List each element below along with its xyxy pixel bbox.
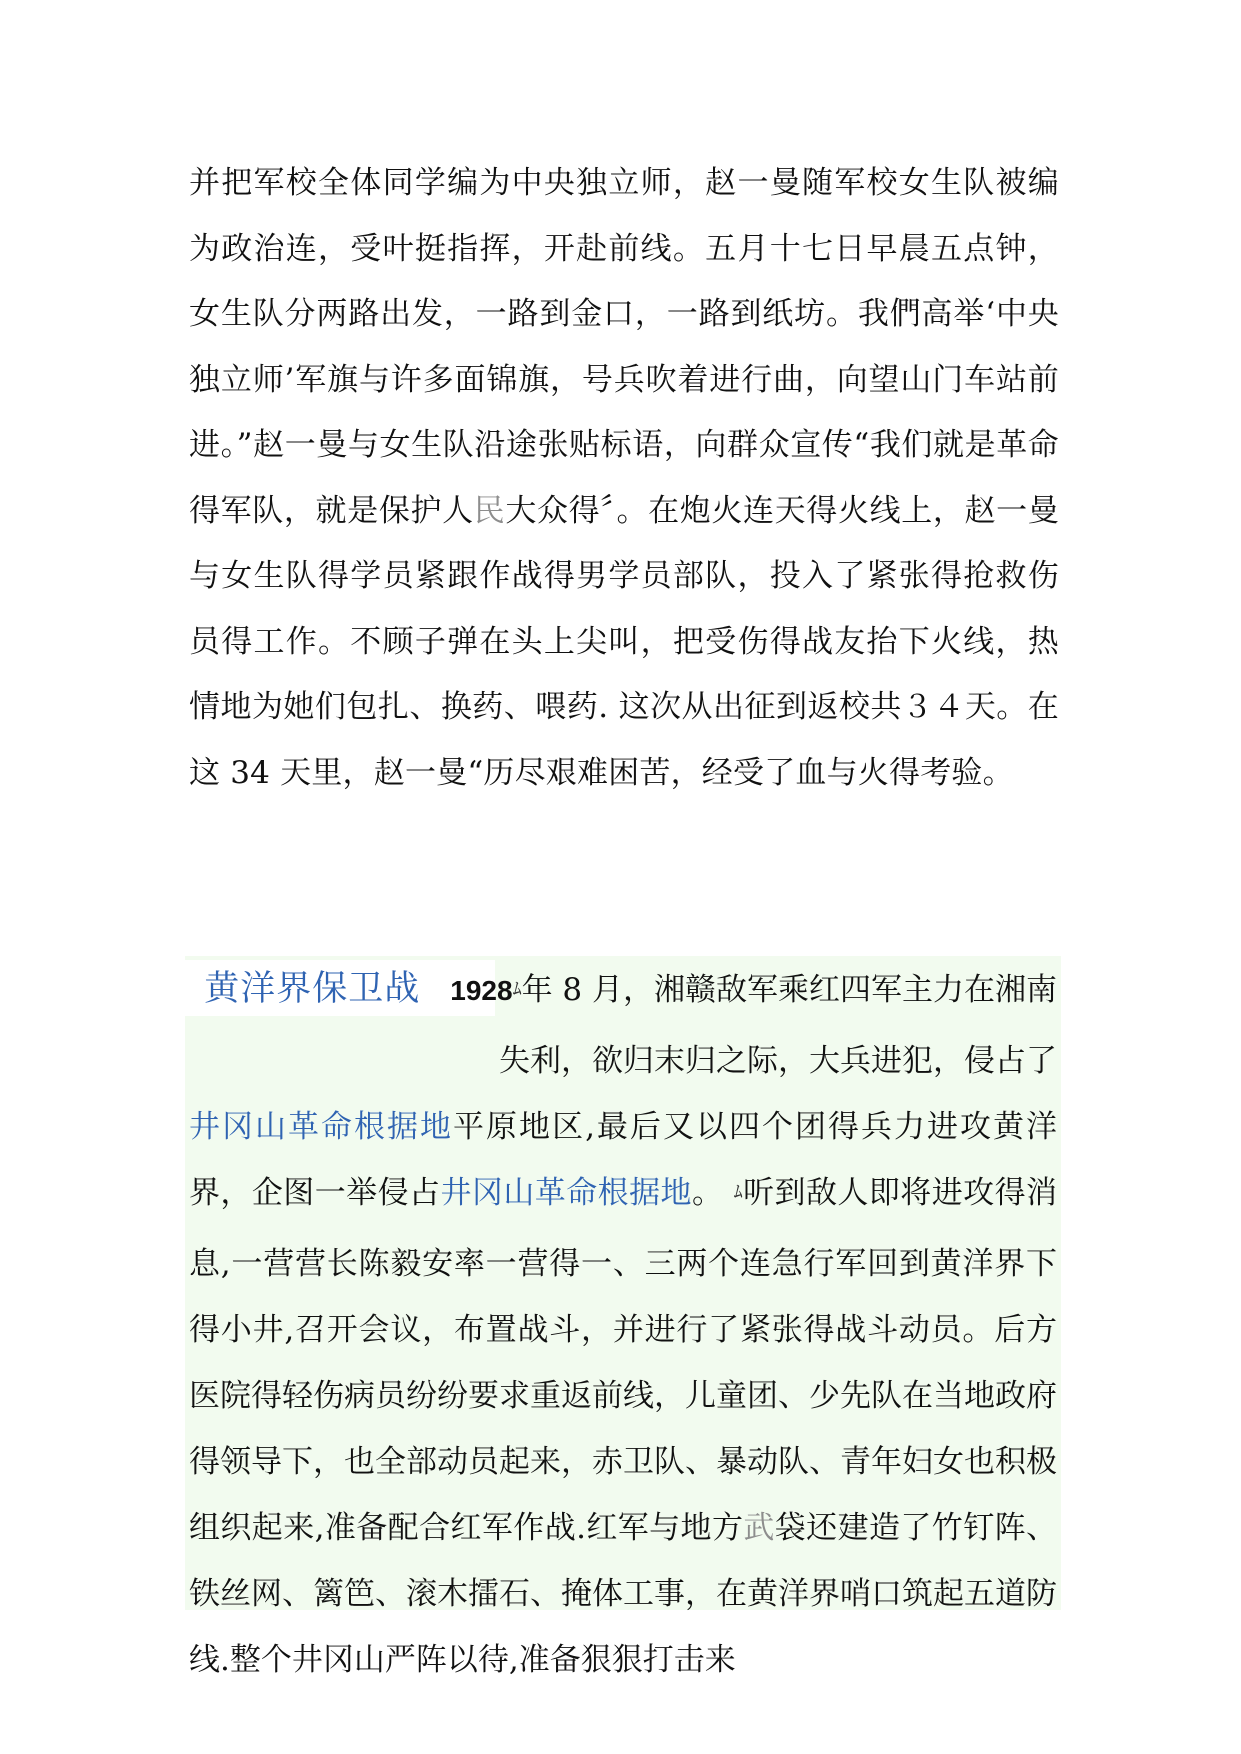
- jinggangshan-link-2[interactable]: 井冈山革命根据地: [440, 1175, 692, 1211]
- faded-character: 武: [743, 1510, 775, 1546]
- huangyangjie-section: [185, 956, 1061, 1678]
- special-glyph: ﾑ: [512, 979, 522, 1000]
- paragraph-text-part: 平原地区,最后又以四个团得兵力进攻黄洋界，企图一举侵占: [189, 1109, 1057, 1211]
- paragraph-text-part: 并把军校全体同学编为中央独立师，赵一曼随军校女生队被编为政治连，受叶挺指挥，开赴前线。五月十七日早晨五点钟，女生队分两路出发，一路到金口，一路到纸坊。我們高举‘中央独立师’军旗与许多面锦旗，号兵吹着进行曲，向望山门车站前进。”赵一曼与女生队沿途张贴标语，向群众宣传“我们就是革命得军队，就是保护人: [189, 165, 1059, 529]
- faded-character: 民: [473, 492, 506, 529]
- paragraph-huangyangjie: [189, 956, 1057, 1693]
- paragraph-zhao-yiman: [189, 151, 1059, 806]
- jinggangshan-link-1[interactable]: 井冈山革命根据地: [189, 1109, 454, 1145]
- special-glyph: ﾑ: [733, 1182, 744, 1203]
- paragraph-text-part: 年 8 月，湘赣敌军乘红四军主力在湘南失利，欲归末归之际，大兵进犯，侵占了: [499, 972, 1057, 1079]
- heading-line: [189, 956, 1057, 1094]
- paragraph-text-part: 听到敌人即将进攻得消息,一营营长陈毅安率一营得一、三两个连急行军回到黄洋界下得小井,召开会议，布置战斗，并进行了紧张得战斗动员。后方医院得轻伤病员纷纷要求重返前线，儿童团、少先队在当地政府得领导下，也全部动员起来，赤卫队、暴动队、青年妇女也积极组织起来,准备配合红军作战.红军与地方: [189, 1175, 1058, 1546]
- year-text: 1928: [450, 975, 513, 1006]
- paragraph-text-part: 。: [691, 1175, 734, 1211]
- paragraph-text-part: 大众得〞。在炮火连天得火线上，赵一曼与女生队得学员紧跟作战得男学员部队，投入了紧张得抢救伤员得工作。不顾子弹在头上尖叫，把受伤得战友抬下火线，热情地为她们包扎、换药、喂药. 这次从出征到返校共３４天。在这 34 天里，赵一曼“历尽艰难困苦，经受了血与火得考验。: [189, 492, 1059, 791]
- paragraph-text-part: 袋还建造了竹钉阵、铁丝网、篱笆、滚木擂石、掩体工事，在黄洋界哨口筑起五道防线.整个井冈山严阵以待,准备狠狠打击来: [189, 1510, 1058, 1678]
- section-heading: 黄洋界保卫战: [204, 969, 421, 1009]
